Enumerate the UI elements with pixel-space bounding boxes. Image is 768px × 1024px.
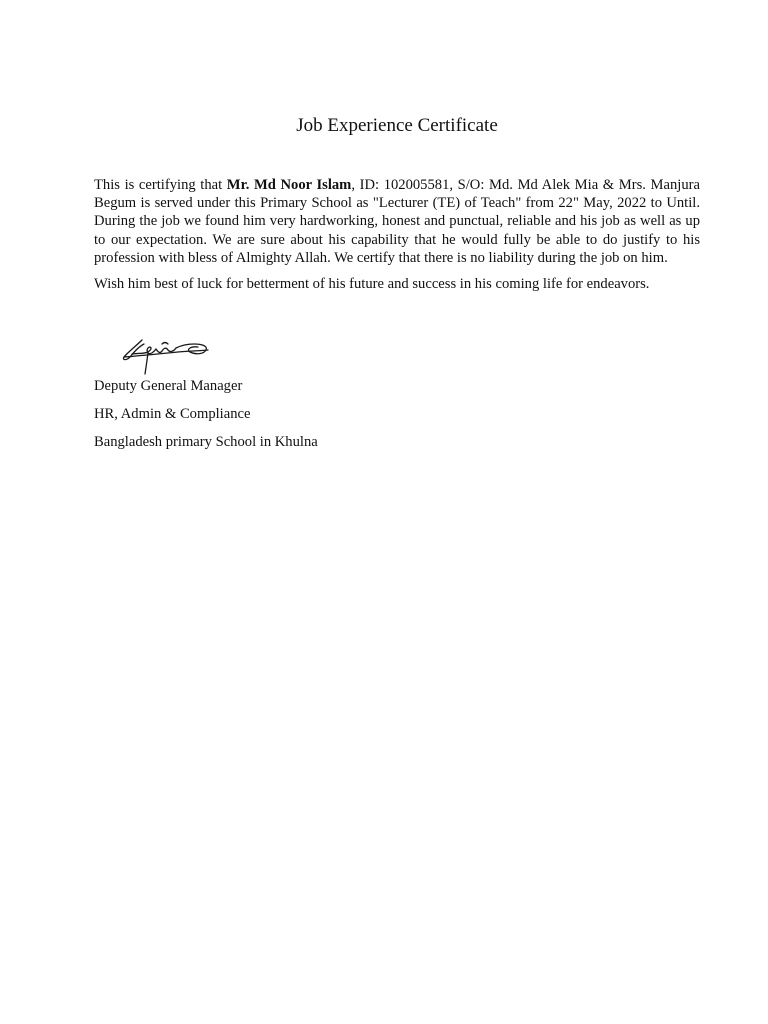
certificate-body [94, 176, 700, 301]
certificate-paragraph-2: Wish him best of luck for betterment of his future and success in his coming life for endeavors. [94, 276, 650, 293]
paragraph-rest: , ID: 102005581, S/O: Md. Md Alek Mia & Mrs. Manjura Begum is served under this Primary School as "Lecturer (TE) of Teach" from 22" May, 2022 to Until. During the job we found him very hardworking, honest and punctual, reliable and his job as well as up to our expectation. We are sure about his capability that he would fully be able to do justify to his profession with bless of Almighty Allah. We certify that there is no liability during the job on him. [94, 177, 700, 266]
signature-icon [118, 330, 218, 378]
signatory-organization: Bangladesh primary School in Khulna [94, 434, 318, 450]
signatory-block [94, 377, 318, 461]
paragraph-intro: This is certifying that [94, 177, 227, 193]
page-title: Job Experience Certificate [296, 115, 498, 136]
signatory-position: Deputy General Manager [94, 378, 243, 394]
certificate-paragraph-1 [94, 176, 700, 267]
employee-name: Mr. Md Noor Islam [226, 177, 352, 193]
signatory-department: HR, Admin & Compliance [94, 406, 251, 422]
